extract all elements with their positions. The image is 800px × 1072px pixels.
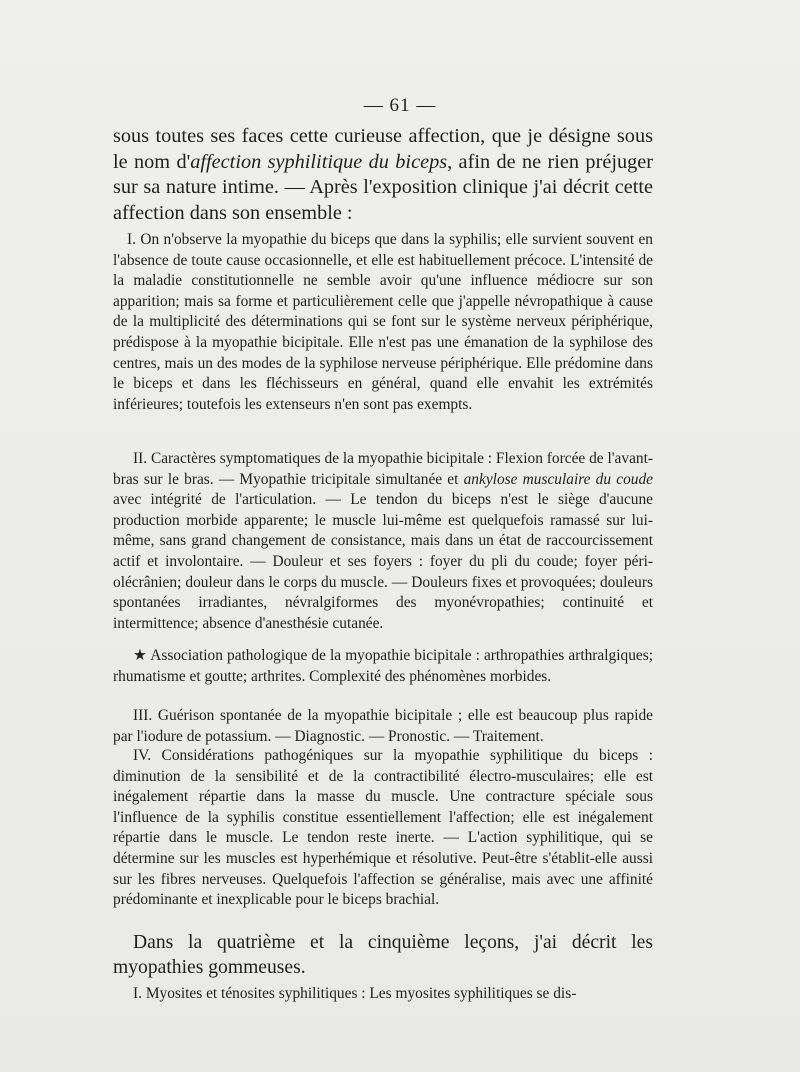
section-star-paragraph: ★ Association pathologique de la myopathie bicipitale : arthropathies arthralgiques; rhumatisme et goutte; arthrites. Complexité des phénomènes morbides. — [113, 647, 653, 685]
section-four-paragraph: IV. Considérations pathogéniques sur la myopathie syphilitique du biceps : diminution de la sensibilité et de la contractibilité électro-musculaires; elle est inégalement répartie dans la masse du muscle. Une contracture spéciale sous l'influence de la syphilis constitue essentiellement l'affection; elle est inégalement répartie dans le muscle. Le tendon reste inerte. — L'action syphilitique, qui se détermine sur les muscles est hyperhémique et résolutive. Peut-être s'établit-elle aussi sur les fibres nerveuses. Quelquefois l'affection se généralise, mais avec une affinité prédominante et inexplicable pour le biceps brachial. — [113, 747, 653, 909]
section-two-emphasis: ankylose musculaire du coude — [463, 470, 653, 488]
intro-paragraph — [113, 124, 653, 226]
page-number: — 61 — — [363, 95, 437, 116]
intro-emphasis: affection syphilitique du biceps — [190, 150, 448, 173]
section-three-paragraph: III. Guérison spontanée de la myopathie bicipitale ; elle est beaucoup plus rapide par l'iodure de potassium. — Diagnostic. — Pronostic. — Traitement. — [113, 707, 653, 745]
section-two-before: II. Caractères symptomatiques de la myopathie bicipitale : Flexion forcée de l'avant-bras sur le bras. — Myopathie tricipitale simultanée et — [113, 450, 653, 488]
intro-text-after: , afin de ne rien préjuger sur sa nature intime. — Après l'exposition clinique j'ai décrit cette affection dans son ensemble : — [113, 150, 654, 224]
paragraph-six: I. Myosites et ténosites syphilitiques : Les myosites syphilitiques se dis- — [133, 985, 577, 1002]
section-one-paragraph: I. On n'observe la myopathie du biceps que dans la syphilis; elle survient souvent en l'absence de toute cause occasionnelle, et elle est habituellement précoce. L'intensité de la maladie constitutionnelle ne semble avoir qu'une influence médiocre sur son apparition; mais sa forme et particulièrement celle que j'appelle névropathique à cause de la multiplicité des déterminations qui se font sur le système nerveux périphérique, prédispose à la myopathie bicipitale. Elle n'est pas une émanation de la syphilose des centres, mais un des modes de la syphilose nerveuse périphérique. Elle prédomine dans le biceps et dans les fléchisseurs en général, quand elle envahit les extrémités inférieures; toutefois les extenseurs n'en sont pas exempts. — [113, 231, 653, 413]
section-two-after: avec intégrité de l'articulation. — Le tendon du biceps n'est le siège d'aucune production morbide apparente; le muscle lui-même est quelquefois ramassé sur lui-même, sans grand changement de consistance, mais dans un état de raccourcissement actif et involontaire. — Douleur et ses foyers : foyer du pli du coude; foyer péri-olécrânien; douleur dans le corps du muscle. — Douleurs fixes et provoquées; douleurs spontanées irradiantes, névralgiformes des myonévropathies; continuité et intermittence; absence d'anesthésie cutanée. — [113, 491, 653, 632]
paragraph-five: Dans la quatrième et la cinquième leçons, j'ai décrit les myopathies gommeuses. — [113, 932, 653, 978]
section-two-paragraph — [113, 449, 653, 634]
intro-text-before: sous toutes ses faces cette curieuse affection, que je désigne sous le nom d' — [113, 125, 653, 173]
